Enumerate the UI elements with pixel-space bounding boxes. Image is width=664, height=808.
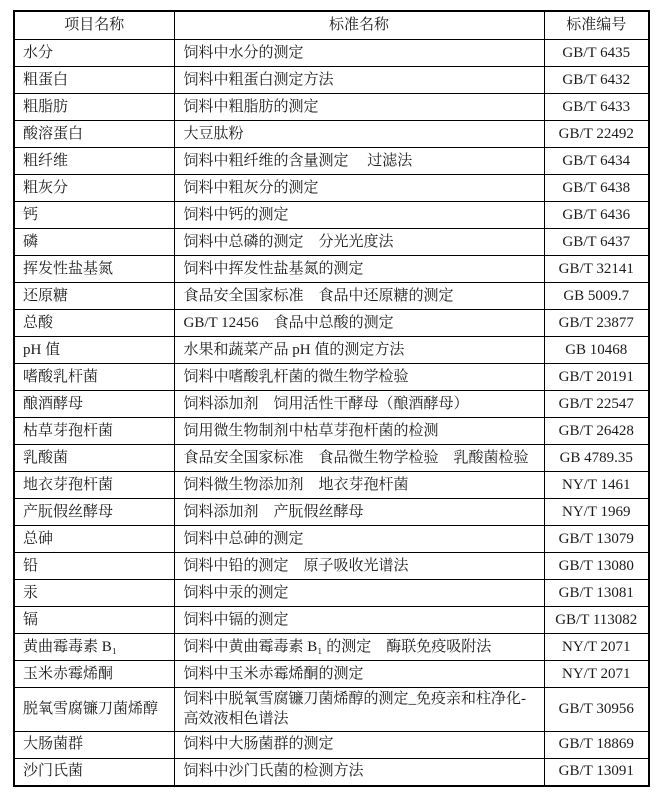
standard-name-cell: 饲料中嗜酸乳杆菌的微生物学检验 (174, 364, 544, 391)
standard-name-cell: 饲料中大肠菌群的测定 (174, 731, 544, 758)
standard-name-cell: 饲料中粗纤维的含量测定 过滤法 (174, 148, 544, 175)
standard-no-cell: GB/T 6432 (544, 67, 649, 94)
item-name-cell: 铅 (14, 553, 174, 580)
header-standard-name: 标准名称 (174, 11, 544, 40)
item-name-cell: 产朊假丝酵母 (14, 499, 174, 526)
standard-no-cell: GB 5009.7 (544, 283, 649, 310)
standard-no-cell: GB/T 22547 (544, 391, 649, 418)
standard-no-cell: GB/T 22492 (544, 121, 649, 148)
item-name-cell: 粗纤维 (14, 148, 174, 175)
standard-no-cell: GB/T 6436 (544, 202, 649, 229)
standard-no-cell: GB/T 20191 (544, 364, 649, 391)
table-row (14, 499, 649, 526)
table-row (14, 418, 649, 445)
table-row (14, 526, 649, 553)
item-name-cell: 脱氧雪腐镰刀菌烯醇 (14, 688, 174, 732)
table-row (14, 256, 649, 283)
standard-no-cell: NY/T 2071 (544, 661, 649, 688)
standard-name-cell: 饲料中挥发性盐基氮的测定 (174, 256, 544, 283)
standard-name-cell: 饲料中汞的测定 (174, 580, 544, 607)
table-row (14, 472, 649, 499)
table-row (14, 229, 649, 256)
standard-no-cell: GB/T 13091 (544, 758, 649, 786)
table-row (14, 148, 649, 175)
table-row (14, 364, 649, 391)
table-row (14, 445, 649, 472)
table-row (14, 553, 649, 580)
item-name-cell: 嗜酸乳杆菌 (14, 364, 174, 391)
item-name-cell: 挥发性盐基氮 (14, 256, 174, 283)
item-name-cell: 地衣芽孢杆菌 (14, 472, 174, 499)
standard-no-cell: NY/T 2071 (544, 634, 649, 661)
standard-no-cell: GB/T 6437 (544, 229, 649, 256)
standard-name-cell: 饲料中粗灰分的测定 (174, 175, 544, 202)
standard-no-cell: NY/T 1969 (544, 499, 649, 526)
header-item-name: 项目名称 (14, 11, 174, 40)
standard-no-cell: GB/T 6433 (544, 94, 649, 121)
item-name-cell: 玉米赤霉烯酮 (14, 661, 174, 688)
table-row (14, 202, 649, 229)
item-name-cell: 钙 (14, 202, 174, 229)
table-header (14, 11, 649, 40)
item-name-cell: 黄曲霉毒素 B₁ (14, 634, 174, 661)
item-name-cell: 粗蛋白 (14, 67, 174, 94)
standard-name-cell: 饲料中总磷的测定 分光光度法 (174, 229, 544, 256)
standard-no-cell: GB/T 23877 (544, 310, 649, 337)
standard-no-cell: GB/T 6435 (544, 40, 649, 67)
standard-no-cell: GB/T 18869 (544, 731, 649, 758)
item-name-cell: 酸溶蛋白 (14, 121, 174, 148)
item-name-cell: 沙门氏菌 (14, 758, 174, 786)
table-row (14, 67, 649, 94)
item-name-cell: 总砷 (14, 526, 174, 553)
item-name-cell: pH 值 (14, 337, 174, 364)
header-standard-no: 标准编号 (544, 11, 649, 40)
item-name-cell: 汞 (14, 580, 174, 607)
standard-name-cell: 饲料中钙的测定 (174, 202, 544, 229)
standard-name-cell: 饲料中镉的测定 (174, 607, 544, 634)
table-row (14, 121, 649, 148)
standard-no-cell: GB/T 113082 (544, 607, 649, 634)
table-row (14, 94, 649, 121)
standard-name-cell: 饲料微生物添加剂 地衣芽孢杆菌 (174, 472, 544, 499)
table-row (14, 175, 649, 202)
standard-no-cell: GB/T 13081 (544, 580, 649, 607)
standard-name-cell: 食品安全国家标准 食品微生物学检验 乳酸菌检验 (174, 445, 544, 472)
standard-no-cell: GB 4789.35 (544, 445, 649, 472)
item-name-cell: 镉 (14, 607, 174, 634)
standard-no-cell: GB/T 13079 (544, 526, 649, 553)
standard-no-cell: GB/T 26428 (544, 418, 649, 445)
standard-name-cell: 水果和蔬菜产品 pH 值的测定方法 (174, 337, 544, 364)
item-name-cell: 酿酒酵母 (14, 391, 174, 418)
table-row (14, 283, 649, 310)
standard-name-cell: 饲料中玉米赤霉烯酮的测定 (174, 661, 544, 688)
item-name-cell: 大肠菌群 (14, 731, 174, 758)
header-row (14, 11, 649, 40)
table-row (14, 580, 649, 607)
standard-no-cell: GB/T 32141 (544, 256, 649, 283)
standard-no-cell: GB/T 6438 (544, 175, 649, 202)
table-row (14, 310, 649, 337)
item-name-cell: 磷 (14, 229, 174, 256)
item-name-cell: 乳酸菌 (14, 445, 174, 472)
standard-name-cell: 饲料中粗蛋白测定方法 (174, 67, 544, 94)
standard-name-cell: 饲料中铅的测定 原子吸收光谱法 (174, 553, 544, 580)
standard-no-cell: NY/T 1461 (544, 472, 649, 499)
table-row (14, 337, 649, 364)
item-name-cell: 总酸 (14, 310, 174, 337)
table-row (14, 731, 649, 758)
item-name-cell: 还原糖 (14, 283, 174, 310)
standard-name-cell: GB/T 12456 食品中总酸的测定 (174, 310, 544, 337)
standard-name-cell: 食品安全国家标准 食品中还原糖的测定 (174, 283, 544, 310)
standard-name-cell: 饲料中黄曲霉毒素 B₁ 的测定 酶联免疫吸附法 (174, 634, 544, 661)
table-row (14, 758, 649, 786)
table-row (14, 688, 649, 732)
item-name-cell: 粗灰分 (14, 175, 174, 202)
standard-no-cell: GB/T 30956 (544, 688, 649, 732)
standard-name-cell: 饲料中粗脂肪的测定 (174, 94, 544, 121)
standard-no-cell: GB 10468 (544, 337, 649, 364)
standard-no-cell: GB/T 13080 (544, 553, 649, 580)
standard-name-cell: 饲料添加剂 饲用活性干酵母（酿酒酵母） (174, 391, 544, 418)
table-row (14, 607, 649, 634)
standard-name-cell: 饲料中脱氧雪腐镰刀菌烯醇的测定_免疫亲和柱净化-高效液相色谱法 (174, 688, 544, 732)
standard-name-cell: 大豆肽粉 (174, 121, 544, 148)
table-row (14, 391, 649, 418)
table-row (14, 634, 649, 661)
feed-standards-table (13, 10, 650, 787)
standard-name-cell: 饲料中水分的测定 (174, 40, 544, 67)
table-body (14, 40, 649, 786)
table-row (14, 661, 649, 688)
standard-name-cell: 饲料中沙门氏菌的检测方法 (174, 758, 544, 786)
standard-name-cell: 饲料添加剂 产朊假丝酵母 (174, 499, 544, 526)
standard-no-cell: GB/T 6434 (544, 148, 649, 175)
standard-name-cell: 饲用微生物制剂中枯草芽孢杆菌的检测 (174, 418, 544, 445)
item-name-cell: 粗脂肪 (14, 94, 174, 121)
item-name-cell: 枯草芽孢杆菌 (14, 418, 174, 445)
table-row (14, 40, 649, 67)
item-name-cell: 水分 (14, 40, 174, 67)
standard-name-cell: 饲料中总砷的测定 (174, 526, 544, 553)
